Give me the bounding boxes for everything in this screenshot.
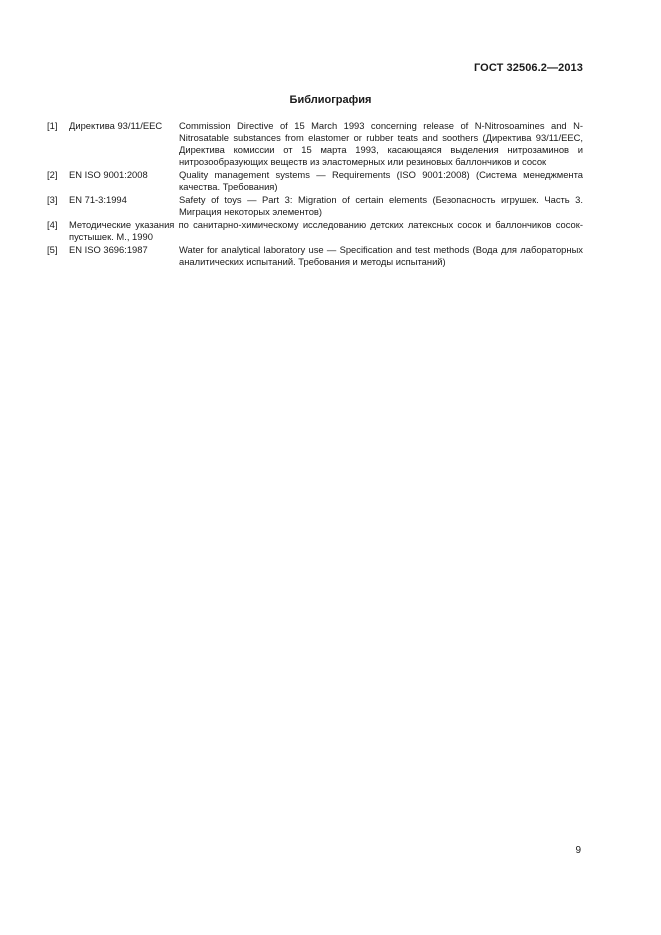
entry-source: EN ISO 9001:2008 xyxy=(69,169,148,180)
entry-source: EN 71-3:1994 xyxy=(69,194,127,205)
entry-text: Методические указания по санитарно-химическому исследованию детских латексных сосок и баллончиков сосок-пустышек. М., 1990 xyxy=(69,219,583,242)
bibliography-entry xyxy=(47,194,583,218)
bibliography-entry xyxy=(47,244,583,268)
bibliography-entry xyxy=(47,120,583,168)
bibliography-entry xyxy=(47,219,583,243)
page-number: 9 xyxy=(575,845,581,856)
entry-number: [3] xyxy=(47,194,58,205)
entry-source: EN ISO 3696:1987 xyxy=(69,244,148,255)
entry-number: [2] xyxy=(47,169,58,180)
entry-text: Water for analytical laboratory use — Specification and test methods (Вода для лабораторных аналитических испытаний. Требования и методы испытаний) xyxy=(179,244,583,267)
entry-text: Commission Directive of 15 March 1993 concerning release of N-Nitrosoamines and N-Nitrosatable substances from elastomer or rubber teats and soothers (Директива 93/11/ЕЕС, Директива комиссии от 15 марта 1993, касающаяся выделения нитрозаминов и нитрозообразующих веществ из эластомерных или резиновых баллончиков и сосок xyxy=(179,120,583,167)
entry-text: Quality management systems — Requirements (ISO 9001:2008) (Система менеджмента качества. Требования) xyxy=(179,169,583,192)
section-title: Библиография xyxy=(289,94,372,106)
entry-source: Директива 93/11/ЕЕС xyxy=(69,120,163,131)
document-code: ГОСТ 32506.2—2013 xyxy=(473,62,583,74)
entry-text: Safety of toys — Part 3: Migration of certain elements (Безопасность игрушек. Часть 3. Миграция некоторых элементов) xyxy=(179,194,583,217)
entry-number: [5] xyxy=(47,244,58,255)
bibliography-list xyxy=(47,120,583,269)
bibliography-entry xyxy=(47,169,583,193)
entry-number: [4] xyxy=(47,219,58,230)
entry-number: [1] xyxy=(47,120,58,131)
